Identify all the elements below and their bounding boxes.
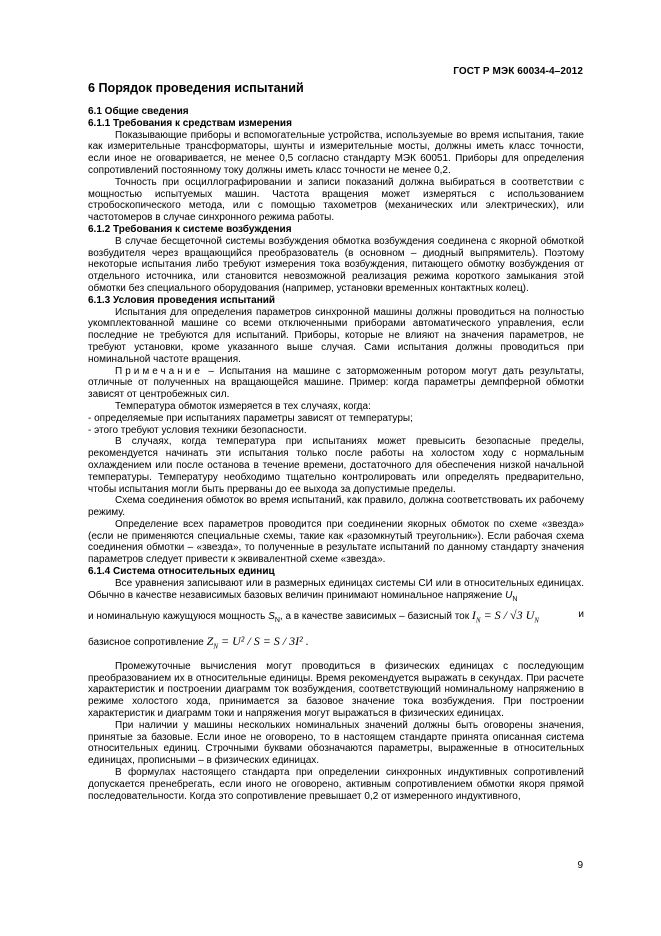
subsection-6-1-2-title: 6.1.2 Требования к системе возбуждения: [88, 223, 292, 235]
note-text: – Испытания на машине с заторможенным ротором могут дать результаты, отличные от полученных на вращающейся машине. Пример: когда параметры демпферной обмотки зависят от центробежных сил.: [88, 365, 584, 401]
paragraph: Испытания для определения параметров синхронной машины должны проводиться на полностью укомплектованной машине со всеми отключенными приборами автоматического управления, если последние не требуются для испытаний. Приборы, которые не влияют на значения параметров, не требуют установки, кроме указанного выше случая. Сами испытания должны проводиться при номинальной частоте вращения.: [88, 306, 584, 365]
list-item: - определяемые при испытаниях параметры зависят от температуры;: [88, 412, 413, 424]
paragraph: В случаях, когда температура при испытаниях может превысить безопасные пределы, рекомендуется начинать эти испытания только после работы на холостом ходу с нормальным охлаждением или после останова в течение времени, достаточного для обеспечения низкой начальной температуры. Температуру необходимо тщательно контролировать или определять предварительно, чтобы испытания могли быть прерваны до ее выхода за допустимые пределы.: [88, 436, 584, 495]
paragraph: Точность при осциллографировании и записи показаний должна выбираться в соответствии с мощностью испытуемых машин. Частота вращения может измеряться с использованием стробоскопического метода, или с помощью тахометров (механических или электрических), или частотомеров в случае синхронного режима работы.: [88, 176, 584, 224]
power-symbol: S: [268, 611, 275, 623]
paragraph: В формулах настоящего стандарта при определении синхронных индуктивных сопротивлений допускается пренебрегать, если иного не оговорено, активным сопротивлением обмотки якоря прямой последовательности. Когда это сопротивление превышает 0,2 от измеренного индуктивного,: [88, 767, 584, 802]
subsection-6-1-3-title: 6.1.3 Условия проведения испытаний: [88, 294, 276, 306]
subsection-6-1-title: 6.1 Общие сведения: [88, 106, 189, 117]
paragraph: Схема соединения обмоток во время испытаний, как правило, должна соответствовать их рабочему режиму.: [88, 495, 584, 519]
formula-line-current: [88, 605, 584, 631]
voltage-subscript: N: [512, 595, 518, 603]
paragraph-text: Все уравнения записывают или в размерных единицах системы СИ или в относительных единицах. Обычно в качестве независимых базовых величин принимают номинальное напряжение: [88, 577, 584, 601]
paragraph-text: и: [578, 609, 584, 621]
paragraph: [88, 578, 584, 606]
paragraph: При наличии у машины нескольких номинальных значений должны быть оговорены значения, принятые за базовые. Если иное не оговорено, то в настоящем стандарте принята описанная система относительных единиц. Строчными буквами обозначаются параметры, выраженные в относительных единицах, прописными – в физических единицах.: [88, 719, 584, 767]
voltage-symbol: U: [505, 589, 513, 601]
note: [88, 366, 584, 401]
section-title: 6 Порядок проведения испытаний: [88, 81, 304, 95]
formula-line-impedance: [88, 631, 584, 656]
paragraph-text: и номинальную кажущуюся мощность: [88, 611, 266, 623]
standard-code-header: ГОСТ Р МЭК 60034-4–2012: [453, 66, 583, 77]
base-current-formula: $I_N = S / √3$ $U_N$: [471, 608, 539, 625]
paragraph: Определение всех параметров проводится при соединении якорных обмоток по схеме «звезда» (если не применяются специальные схемы, такие как «разомкнутый треугольник»). Если рабочая схема соединения обмотки – «звезда», то полученные в результате испытаний по данному стандарту значения параметров следует привести к эквивалентной схеме «звезда».: [88, 518, 584, 566]
list-item: - этого требуют условия техники безопасности.: [88, 424, 307, 436]
paragraph: Показывающие приборы и вспомогательные устройства, используемые во время испытания, такие как измерительные трансформаторы, шунты и измерительные мосты, должны иметь класс точности, если иное не оговаривается, не менее 0,5 согласно стандарту МЭК 60051. Приборы для определения сопротивлений постоянному току должны иметь класс точности не менее 0,2.: [88, 129, 584, 176]
paragraph-text: , а в качестве зависимых – базисный ток: [279, 611, 470, 623]
paragraph-text: базисное сопротивление: [88, 637, 204, 649]
power-subscript: N: [274, 617, 280, 625]
page-number: 9: [577, 860, 583, 871]
paragraph: Температура обмоток измеряется в тех случаях, когда:: [115, 400, 371, 412]
page-body: [88, 80, 584, 802]
note-label: Примечание: [115, 365, 203, 377]
paragraph: В случае бесщеточной системы возбуждения обмотка возбуждения соединена с якорной обмоткой возбудителя через вращающийся преобразователь (в основном – диодный выпрямитель). Поэтому некоторые испытания либо требуют измерения тока возбуждения, питающего обмотку возбуждения от отдельного источника, или становится невозможной реализация режима короткого замыкания этой обмотки без специального оборудования (например, установки временных контактных колец).: [88, 235, 584, 294]
subsection-6-1-1-title: 6.1.1 Требования к средствам измерения: [88, 117, 292, 129]
subsection-6-1-4-title: 6.1.4 Система относительных единиц: [88, 566, 275, 578]
base-impedance-formula: $Z_N = U^2 / S = S / 3I^2$ .: [206, 634, 309, 651]
paragraph: Промежуточные вычисления могут проводиться в физических единицах с последующим преобразованием их в относительные единицы. Время рекомендуется выражать в секундах. При расчете характеристик и построении диаграмм ток возбуждения, соответствующий номинальному напряжению в режиме холостого хода, принимается за базовое значение тока возбуждения. При построении характеристик и диаграмм токи и напряжения могут выражаться в физических единицах.: [88, 660, 584, 720]
